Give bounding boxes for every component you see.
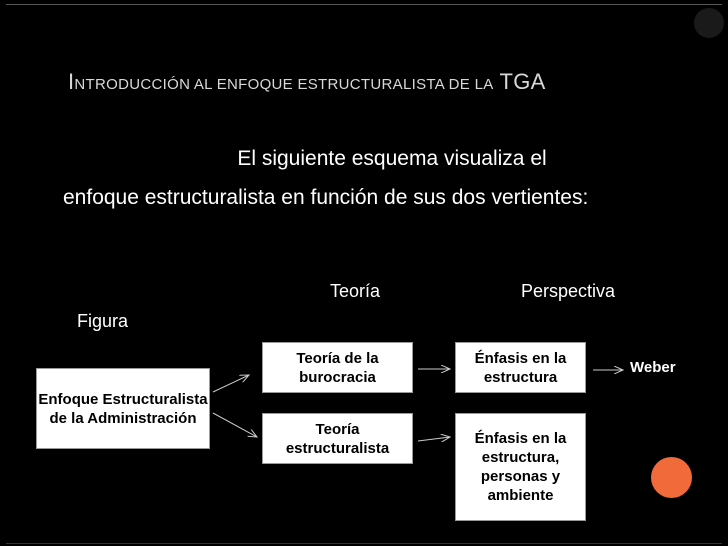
node-weber: Weber bbox=[630, 359, 676, 376]
title-text: NTRODUCCIÓN AL ENFOQUE ESTRUCTURALISTA DE LA bbox=[74, 76, 494, 93]
title-tga: TGA bbox=[499, 69, 546, 94]
node-enfasis-multiple: Énfasis en la estructura, personas y ambiente bbox=[455, 413, 586, 521]
arrow-root-to-burocracia bbox=[213, 375, 249, 392]
header-figura: Figura bbox=[77, 311, 129, 331]
header-teoria: Teoría bbox=[330, 281, 381, 301]
title-initial: I bbox=[68, 69, 75, 94]
header-perspectiva: Perspectiva bbox=[521, 281, 616, 301]
arrow-estructuralista-to-enfasis bbox=[418, 437, 450, 441]
node-teoria-estructuralista: Teoría estructuralista bbox=[262, 413, 413, 464]
node-enfoque-estructuralista: Enfoque Estructuralista de la Administración bbox=[36, 368, 210, 449]
intro-line-1: El siguiente esquema visualiza el bbox=[237, 147, 547, 170]
intro-line-2: enfoque estructuralista en función de sus dos vertientes: bbox=[63, 186, 589, 209]
arrow-root-to-estructuralista bbox=[213, 413, 257, 437]
node-enfasis-estructura: Énfasis en la estructura bbox=[455, 342, 586, 393]
node-teoria-burocracia: Teoría de la burocracia bbox=[262, 342, 413, 393]
